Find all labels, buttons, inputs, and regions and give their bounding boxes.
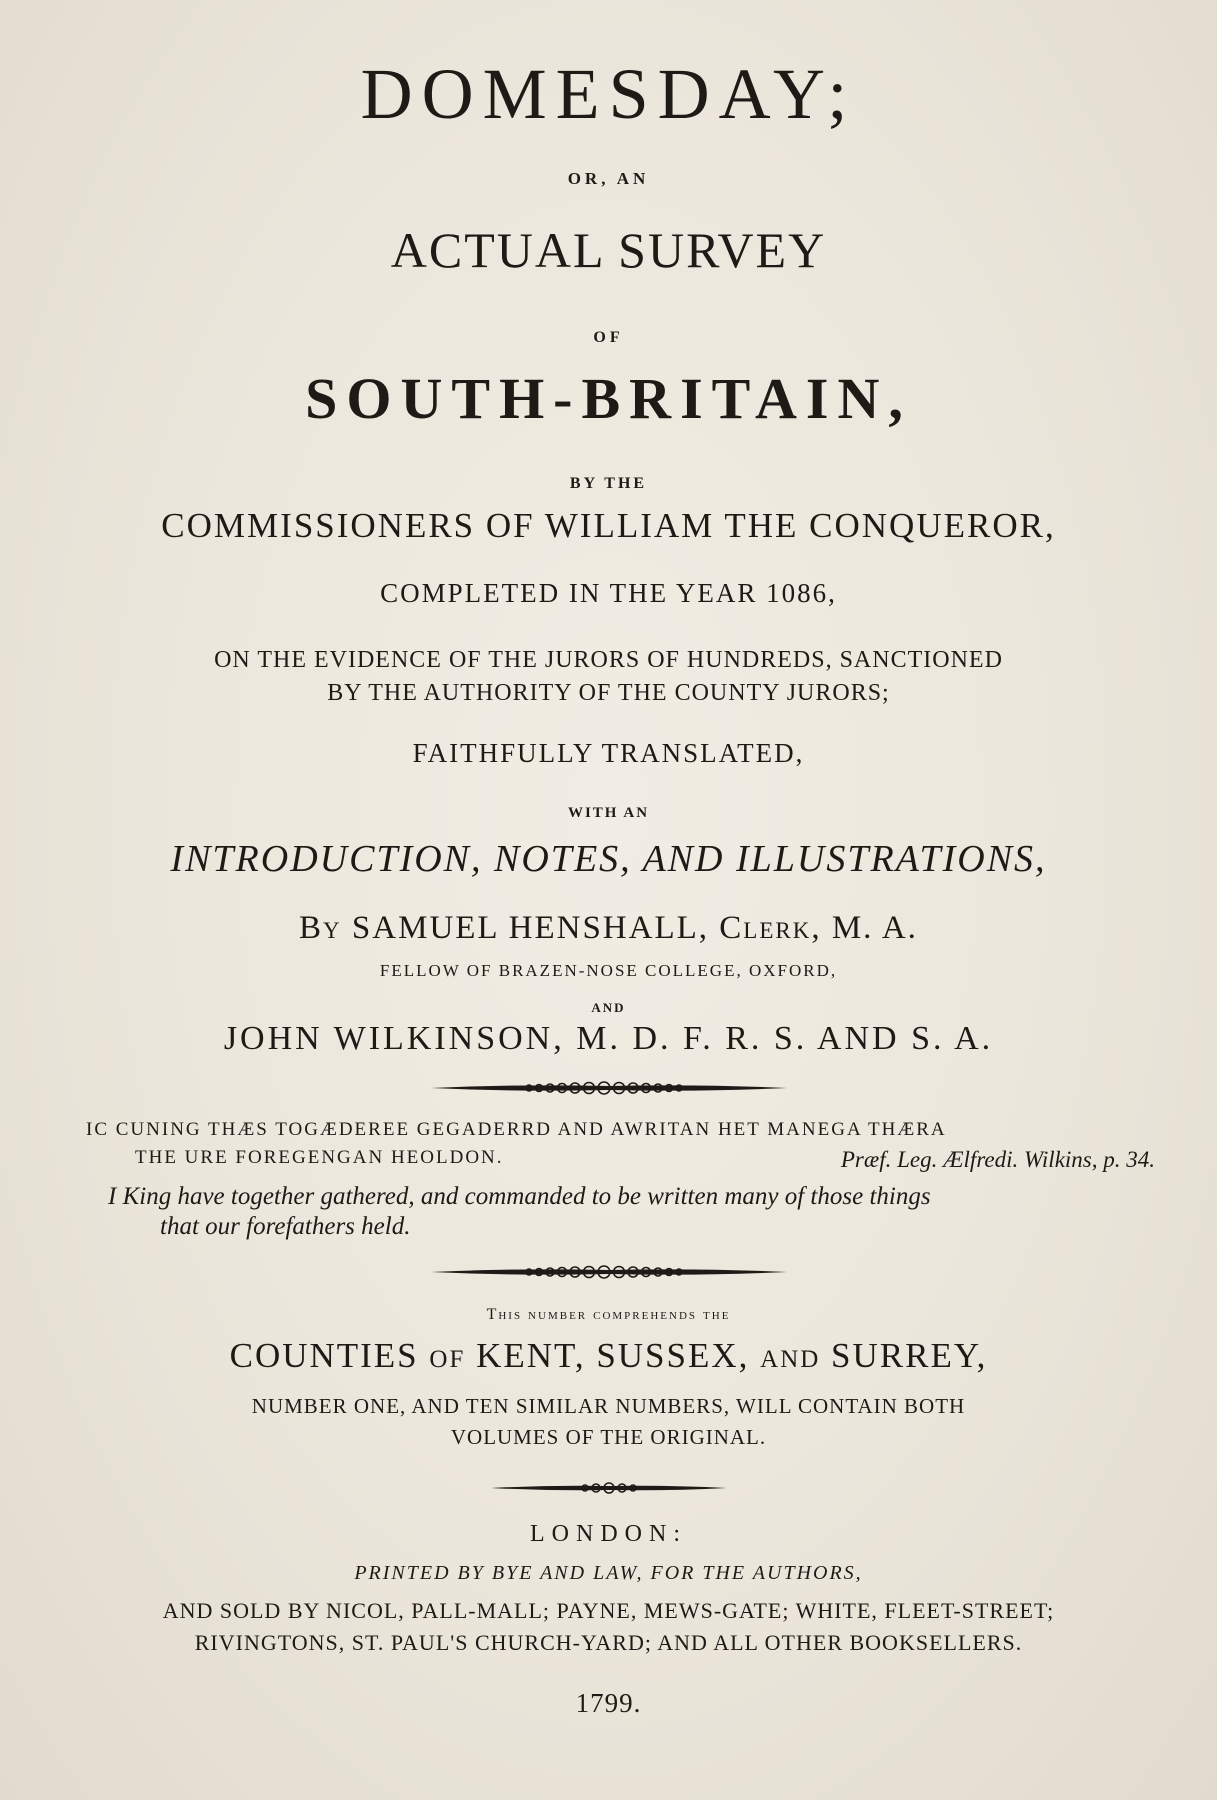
number-one-line-2: VOLUMES OF THE ORIGINAL. <box>450 1425 767 1449</box>
title-or-an: OR, AN <box>567 169 650 188</box>
ornamental-rule-2 <box>0 1262 1217 1282</box>
number-one-line-1: NUMBER ONE, AND TEN SIMILAR NUMBERS, WILL CONTAIN BOTH <box>251 1394 966 1418</box>
author-henshall: By SAMUEL HENSHALL, Clerk, M. A. <box>299 910 918 946</box>
evidence-line-2: BY THE AUTHORITY OF THE COUNTY JURORS; <box>327 680 890 706</box>
author-wilkinson: JOHN WILKINSON, M. D. F. R. S. AND S. A. <box>223 1020 994 1057</box>
title-actual-survey: ACTUAL SURVEY <box>390 222 827 278</box>
imprint-sold-line-1: AND SOLD BY NICOL, PALL-MALL; PAYNE, MEWS-GATE; WHITE, FLEET-STREET; <box>162 1598 1055 1623</box>
by-the-label: BY THE <box>569 475 648 492</box>
imprint-printed: PRINTED BY BYE AND LAW, FOR THE AUTHORS, <box>354 1562 863 1584</box>
ornamental-rule-3 <box>0 1478 1217 1498</box>
counties-line: COUNTIES of KENT, SUSSEX, and SURREY, <box>229 1336 988 1375</box>
evidence-line-1: ON THE EVIDENCE OF THE JURORS OF HUNDREDS, SANCTIONED <box>214 647 1003 673</box>
translation-line-2: that our forefathers held. <box>160 1213 411 1240</box>
imprint-sold-line-2: RIVINGTONS, ST. PAUL'S CHURCH-YARD; AND ALL OTHER BOOKSELLERS. <box>194 1630 1023 1655</box>
saxon-epigraph-line-1: IC CUNING THÆS TOGÆDEREE GEGADERRD AND AWRITAN HET MANEGA THÆRA <box>86 1119 947 1140</box>
fellow-line: FELLOW OF BRAZEN-NOSE COLLEGE, OXFORD, <box>379 961 838 980</box>
number-comprehends-label: This number comprehends the <box>486 1306 731 1323</box>
completed-line: COMPLETED IN THE YEAR 1086, <box>380 578 837 608</box>
title-south-britain: SOUTH-BRITAIN, <box>305 366 912 431</box>
imprint-london: LONDON: <box>530 1521 687 1547</box>
introduction-line: INTRODUCTION, NOTES, AND ILLUSTRATIONS, <box>170 838 1047 880</box>
ornamental-rule-1 <box>0 1078 1217 1098</box>
faithfully-translated: FAITHFULLY TRANSLATED, <box>412 738 805 768</box>
translation-line-1: I King have together gathered, and commanded to be written many of those things <box>108 1183 931 1210</box>
commissioners-line: COMMISSIONERS OF WILLIAM THE CONQUEROR, <box>161 506 1056 545</box>
imprint-year: 1799. <box>575 1688 642 1718</box>
epigraph-citation: Præf. Leg. Ælfredi. Wilkins, p. 34. <box>840 1147 1155 1172</box>
saxon-epigraph-line-2: THE URE FOREGENGAN HEOLDON. <box>135 1147 504 1168</box>
title-of: OF <box>593 329 624 346</box>
and-label: AND <box>591 1000 626 1015</box>
title-main: DOMESDAY; <box>360 54 857 134</box>
with-an-label: WITH AN <box>567 805 650 821</box>
